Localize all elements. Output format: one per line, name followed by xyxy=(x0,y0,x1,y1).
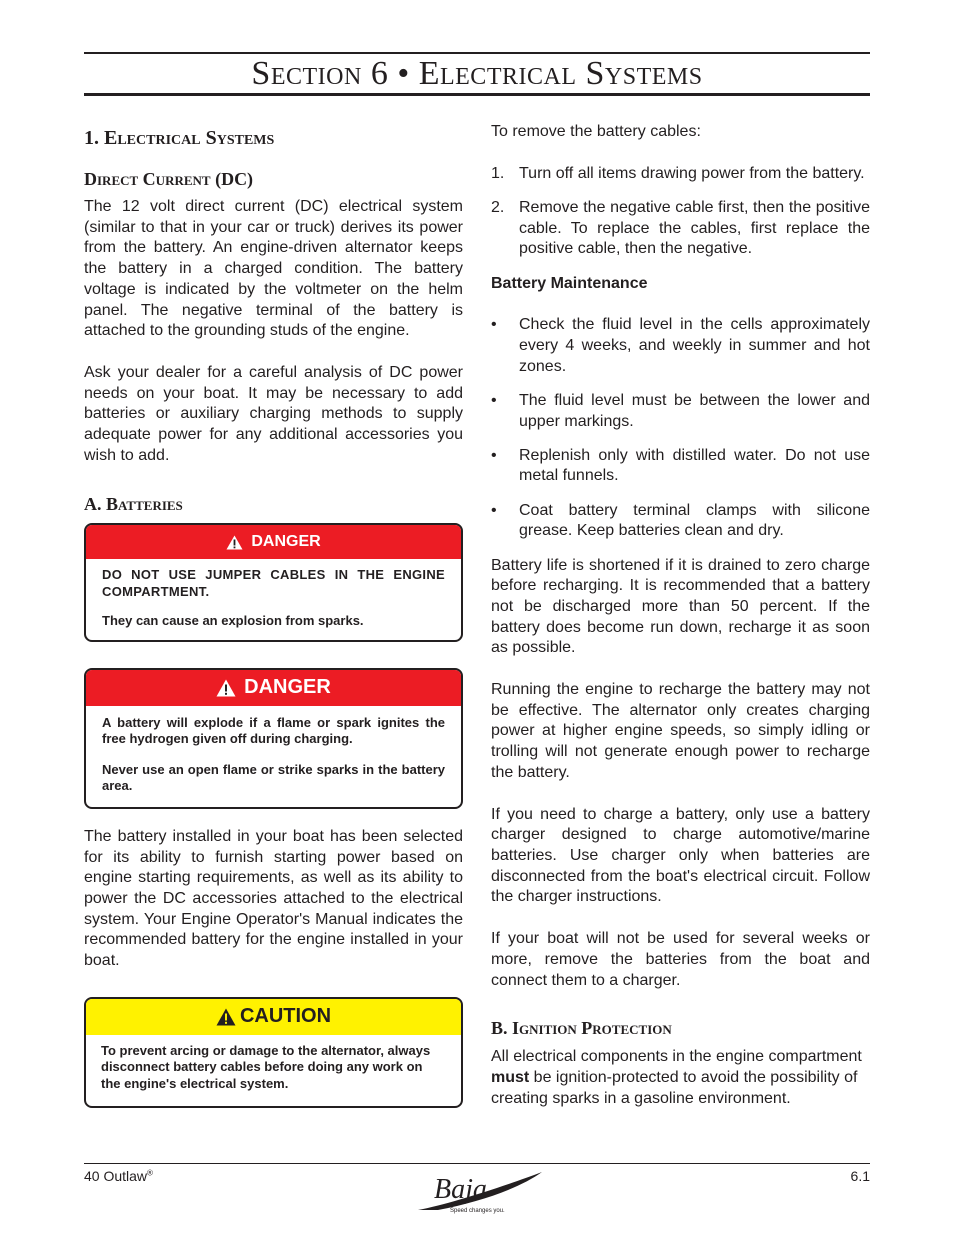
maintenance-heading: Battery Maintenance xyxy=(491,274,648,292)
logo-wordmark: Baja xyxy=(434,1174,487,1205)
list-item: • Coat battery terminal clamps with silicone grease. Keep batteries clean and dry. xyxy=(491,501,870,540)
page-title: Section 6 • Electrical Systems xyxy=(251,55,703,92)
danger-text-2: They can cause an explosion from sparks. xyxy=(102,613,364,629)
dc-paragraph-2: Ask your dealer for a careful analysis of DC power needs on your boat. It may be necessary to add batteries or auxiliary charging methods to supply adequate power for any additional accessories you wish to add. xyxy=(84,363,463,464)
battery-paragraph: The battery installed in your boat has been selected for its ability to furnish starting power based on engine starting requirements, as well as its ability to power the DC accessories attached to the electrical system. Your Engine Operator's Manual indicates the recommended battery for the engine installed in your boat. xyxy=(84,827,463,970)
caution-body xyxy=(86,1035,461,1107)
list-item: 2. Remove the negative cable first, then the positive cable. To replace the cables, first replace the positive cable, then the negative. xyxy=(491,198,870,258)
storage-paragraph: If your boat will not be used for several weeks or more, remove the batteries from the boat and connect them to a charger. xyxy=(491,930,870,989)
list-item: 1. Turn off all items drawing power from the battery. xyxy=(491,164,865,182)
danger-text-1: A battery will explode if a flame or spark ignites the free hydrogen given off during charging. xyxy=(102,714,445,747)
list-item: • Replenish only with distilled water. Do not use metal funnels. xyxy=(491,446,870,485)
danger-box-explosion xyxy=(84,668,463,809)
remove-cables-intro: To remove the battery cables: xyxy=(491,123,701,140)
danger-box-jumper xyxy=(84,523,463,642)
footer-model: 40 Outlaw® xyxy=(84,1168,153,1184)
warning-triangle-icon xyxy=(216,1008,236,1026)
caution-banner xyxy=(86,999,461,1035)
danger-banner xyxy=(86,670,461,706)
right-column xyxy=(491,122,870,1109)
ignition-heading: B. Ignition Protection xyxy=(491,1018,672,1039)
charger-paragraph: If you need to charge a battery, only use a battery charger designed to charge automotive/marine batteries. Use charger only when batteries are disconnected from the boat's electrical circuit. Follow the charger instructions. xyxy=(491,805,870,906)
warning-triangle-icon xyxy=(216,679,236,697)
logo-tagline: Speed changes you. xyxy=(450,1208,505,1214)
danger-body xyxy=(86,706,461,807)
ignition-paragraph: All electrical components in the engine compartment must be ignition-protected to avoid the possibility of creating sparks in a gasoline environment. xyxy=(491,1048,862,1107)
caution-box xyxy=(84,997,463,1109)
caution-text: To prevent arcing or damage to the alternator, always disconnect battery cables before doing any work on the engine's electrical system. xyxy=(101,1042,431,1091)
dc-paragraph-1: The 12 volt direct current (DC) electrical system (similar to that in your car or truck) derives its power from the battery. An engine-driven alternator keeps the battery in a charged condition. The battery voltage is indicated by the voltmeter on the helm panel. The negative terminal of the battery is attached to the grounding studs of the engine. xyxy=(84,198,463,340)
baja-logo xyxy=(410,1166,550,1219)
danger-body xyxy=(86,559,461,640)
caution-label: CAUTION xyxy=(239,1005,332,1028)
list-item: • Check the fluid level in the cells approximately every 4 weeks, and weekly in summer and hot zones. xyxy=(491,316,870,375)
batteries-heading: A. Batteries xyxy=(84,494,183,515)
footer-page-number: 6.1 xyxy=(850,1168,870,1184)
left-column xyxy=(84,118,463,1108)
maintenance-bullets xyxy=(491,315,870,542)
section-heading: 1. Electrical Systems xyxy=(84,127,275,149)
danger-label: DANGER xyxy=(244,676,331,699)
footer-rule xyxy=(84,1163,870,1164)
title-underline xyxy=(84,93,870,96)
dc-heading: Direct Current (DC) xyxy=(84,169,254,189)
top-rule xyxy=(84,52,870,54)
removal-steps xyxy=(491,164,870,260)
danger-text-2: Never use an open flame or strike sparks in the battery area. xyxy=(102,761,445,794)
engine-recharge-paragraph: Running the engine to recharge the battery may not be effective. The alternator only creates charging power at higher engine speeds, so simply idling or trolling will not generate enough power to recharge the battery. xyxy=(491,681,870,781)
battery-life-paragraph: Battery life is shortened if it is drained to zero charge before recharging. It is recommended that a battery not be discharged more than 50 percent. If the battery does become run down, recharge it as soon as possible. xyxy=(491,556,870,657)
list-item: • The fluid level must be between the lower and upper markings. xyxy=(491,391,870,430)
danger-banner xyxy=(86,525,461,559)
danger-label: DANGER xyxy=(251,533,321,551)
danger-text-1: DO NOT USE JUMPER CABLES IN THE ENGINE COMPARTMENT. xyxy=(102,567,445,599)
warning-triangle-icon xyxy=(226,535,243,550)
